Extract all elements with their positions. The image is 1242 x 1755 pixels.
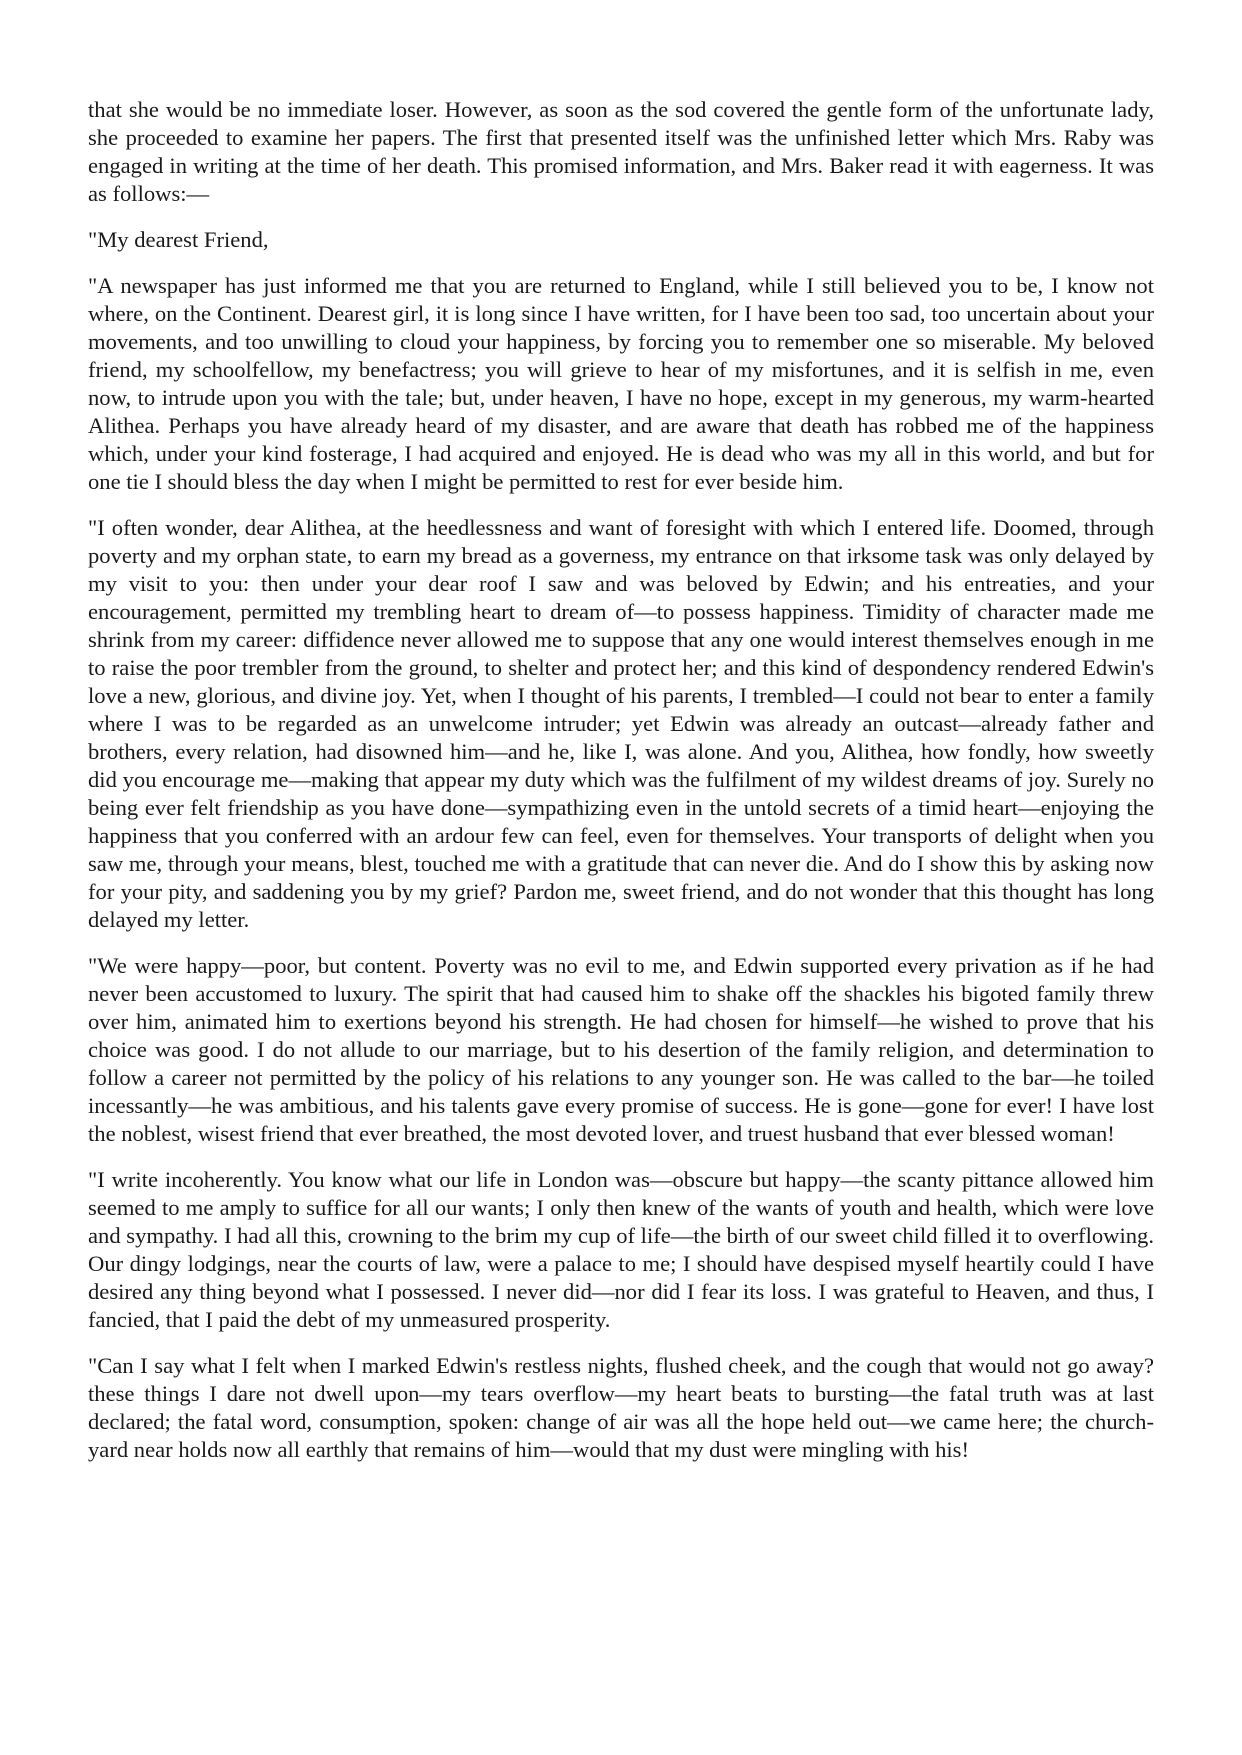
paragraph-london-life: "I write incoherently. You know what our life in London was—obscure but happy—the scanty pittance allowed him seemed to me amply to suffice for all our wants; I only then knew of the wants of youth and health, which were love and sympathy. I had all this, crowning to the brim my cup of life—the birth of our sweet child filled it to overflowing. Our dingy lodgings, near the courts of law, were a palace to me; I should have despised myself heartily could I have desired any thing beyond what I possessed. I never did—nor did I fear its loss. I was grateful to Heaven, and thus, I fancied, that I paid the debt of my unmeasured prosperity. xyxy=(88,1167,1154,1332)
paragraph-heedlessness: "I often wonder, dear Alithea, at the heedlessness and want of foresight with which I entered life. Doomed, through poverty and my orphan state, to earn my bread as a governess, my entrance on that irksome task was only delayed by my visit to you: then under your dear roof I saw and was beloved by Edwin; and his entreaties, and your encouragement, permitted my trembling heart to dream of—to possess happiness. Timidity of character made me shrink from my career: diffidence never allowed me to suppose that any one would interest themselves enough in me to raise the poor trembler from the ground, to shelter and protect her; and this kind of despondency rendered Edwin's love a new, glorious, and divine joy. Yet, when I thought of his parents, I trembled—I could not bear to enter a family where I was to be regarded as an unwelcome intruder; yet Edwin was already an outcast—already father and brothers, every relation, had disowned him—and he, like I, was alone. And you, Alithea, how fondly, how sweetly did you encourage me—making that appear my duty which was the fulfilment of my wildest dreams of joy. Surely no being ever felt friendship as you have done—sympathizing even in the untold secrets of a timid heart—enjoying the happiness that you conferred with an ardour few can feel, even for themselves. Your transports of delight when you saw me, through your means, blest, touched me with a gratitude that can never die. And do I show this by asking now for your pity, and saddening you by my grief? Pardon me, sweet friend, and do not wonder that this thought has long delayed my letter. xyxy=(88,515,1154,932)
paragraph-newspaper: "A newspaper has just informed me that you are returned to England, while I still believed you to be, I know not where, on the Continent. Dearest girl, it is long since I have written, for I have been too sad, too uncertain about your movements, and too unwilling to cloud your happiness, by forcing you to remember one so miserable. My beloved friend, my schoolfellow, my benefactress; you will grieve to hear of my misfortunes, and it is selfish in me, even now, to intrude upon you with the tale; but, under heaven, I have no hope, except in my generous, my warm-hearted Alithea. Perhaps you have already heard of my disaster, and are aware that death has robbed me of the happiness which, under your kind fosterage, I had acquired and enjoyed. He is dead who was my all in this world, and but for one tie I should bless the day when I might be permitted to rest for ever beside him. xyxy=(88,273,1154,494)
document-page xyxy=(88,96,1154,1482)
letter-salutation: "My dearest Friend, xyxy=(88,227,269,252)
paragraph-happy-poor: "We were happy—poor, but content. Poverty was no evil to me, and Edwin supported every privation as if he had never been accustomed to luxury. The spirit that had caused him to shake off the shackles his bigoted family threw over him, animated him to exertions beyond his strength. He had chosen for himself—he wished to prove that his choice was good. I do not allude to our marriage, but to his desertion of the family religion, and determination to follow a career not permitted by the policy of his relations to any younger son. He was called to the bar—he toiled incessantly—he was ambitious, and his talents gave every promise of success. He is gone—gone for ever! I have lost the noblest, wisest friend that ever breathed, the most devoted lover, and truest husband that ever blessed woman! xyxy=(88,953,1154,1146)
paragraph-continuation: that she would be no immediate loser. However, as soon as the sod covered the gentle form of the unfortunate lady, she proceeded to examine her papers. The first that presented itself was the unfinished letter which Mrs. Raby was engaged in writing at the time of her death. This promised information, and Mrs. Baker read it with eagerness. It was as follows:— xyxy=(88,97,1154,206)
paragraph-consumption: "Can I say what I felt when I marked Edwin's restless nights, flushed cheek, and the cough that would not go away? these things I dare not dwell upon—my tears overflow—my heart beats to bursting—the fatal truth was at last declared; the fatal word, consumption, spoken: change of air was all the hope held out—we came here; the church-yard near holds now all earthly that remains of him—would that my dust were mingling with his! xyxy=(88,1353,1154,1462)
